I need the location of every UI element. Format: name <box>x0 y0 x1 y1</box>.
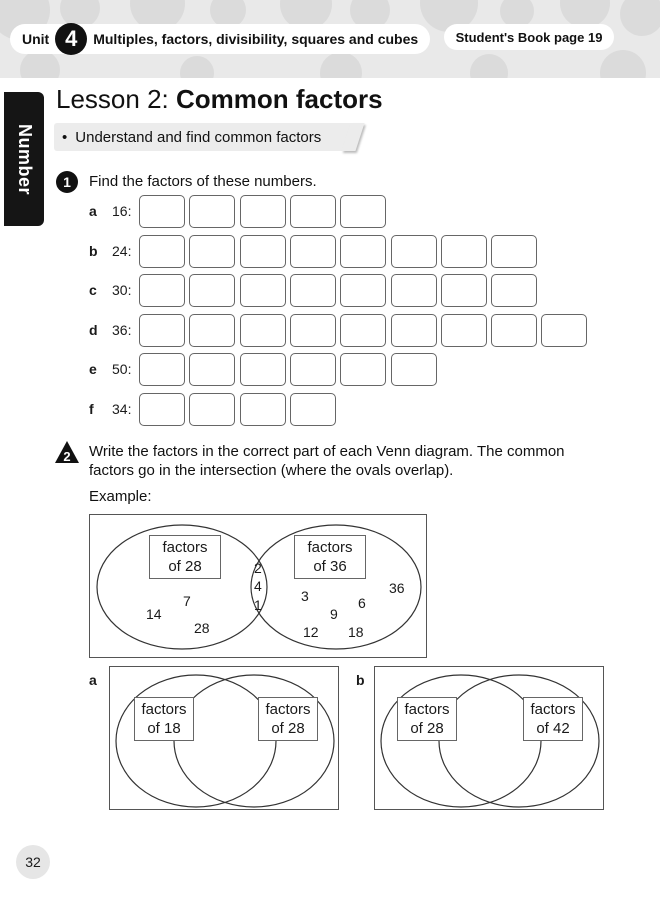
unit-label: Unit <box>22 31 50 47</box>
learning-objective <box>54 123 354 151</box>
row-number: 24: <box>112 242 132 259</box>
factor-answer-box[interactable] <box>290 235 336 268</box>
factor-answer-box[interactable] <box>139 314 185 347</box>
factor-answer-box[interactable] <box>340 195 386 228</box>
factor-answer-box[interactable] <box>391 314 437 347</box>
right-set-label-line1: factors <box>307 539 353 556</box>
left-set-label-line1: factors <box>404 701 450 718</box>
factor-answer-box[interactable] <box>391 274 437 307</box>
left-set-label <box>149 535 221 579</box>
row-letter: c <box>89 282 97 298</box>
right-set-label-line2: of 28 <box>271 720 305 737</box>
venn-diagram-b[interactable] <box>374 666 604 810</box>
right-set-label <box>294 535 366 579</box>
example-venn-diagram <box>89 514 427 658</box>
bullet-icon: • <box>62 128 68 146</box>
question-2-text-line1: Write the factors in the correct part of each Venn diagram. The common <box>89 443 565 460</box>
factor-answer-box[interactable] <box>139 393 185 426</box>
unit-banner <box>10 24 430 54</box>
question-2-triangle-icon <box>54 440 80 464</box>
factor-answer-box[interactable] <box>391 353 437 386</box>
left-set-label <box>397 697 457 741</box>
question-1-number: 1 <box>56 171 78 193</box>
right-set-label <box>523 697 583 741</box>
right-only-value: 36 <box>389 580 405 596</box>
factor-answer-box[interactable] <box>290 393 336 426</box>
factor-answer-box[interactable] <box>441 314 487 347</box>
left-set-label-line2: of 18 <box>147 720 181 737</box>
factor-answer-box[interactable] <box>139 274 185 307</box>
left-only-value: 7 <box>183 593 191 609</box>
factor-answer-box[interactable] <box>340 235 386 268</box>
factor-answer-box[interactable] <box>189 274 235 307</box>
example-label: Example: <box>89 488 152 505</box>
factor-answer-box[interactable] <box>290 353 336 386</box>
factor-answer-box[interactable] <box>189 393 235 426</box>
lesson-name: Common factors <box>175 84 383 114</box>
lesson-title <box>56 84 383 115</box>
question-1-text: Find the factors of these numbers. <box>89 173 317 190</box>
strand-side-tab <box>4 92 44 226</box>
row-number: 30: <box>112 282 132 298</box>
lesson-prefix: Lesson 2: <box>56 84 176 114</box>
part-a-letter: a <box>89 672 97 688</box>
left-set-label-line2: of 28 <box>410 720 444 737</box>
students-book-reference: Student's Book page 19 <box>444 24 614 50</box>
factor-answer-box[interactable] <box>139 195 185 228</box>
factor-answer-box[interactable] <box>240 393 286 426</box>
factor-answer-box[interactable] <box>189 314 235 347</box>
question-2-number: 2 <box>63 449 71 464</box>
factor-answer-box[interactable] <box>290 274 336 307</box>
factor-answer-box[interactable] <box>240 314 286 347</box>
factor-answer-box[interactable] <box>189 235 235 268</box>
factor-answer-box[interactable] <box>340 314 386 347</box>
common-value: 2 <box>254 560 262 576</box>
factor-answer-box[interactable] <box>290 195 336 228</box>
row-letter: a <box>89 203 97 219</box>
factor-answer-box[interactable] <box>541 314 587 347</box>
common-value: 1 <box>254 597 262 613</box>
left-only-value: 28 <box>194 620 210 636</box>
row-letter: d <box>89 321 98 338</box>
factor-answer-box[interactable] <box>240 235 286 268</box>
factor-answer-box[interactable] <box>340 353 386 386</box>
right-only-value: 3 <box>301 588 309 604</box>
row-number: 16: <box>112 203 132 219</box>
unit-number-badge: 4 <box>55 23 87 55</box>
left-set-label <box>134 697 194 741</box>
part-b-letter: b <box>356 672 365 688</box>
factor-answer-box[interactable] <box>441 235 487 268</box>
factor-answer-box[interactable] <box>290 314 336 347</box>
factor-answer-box[interactable] <box>240 274 286 307</box>
page-number: 32 <box>16 845 50 879</box>
factor-answer-box[interactable] <box>391 235 437 268</box>
left-set-label-line1: factors <box>141 701 187 718</box>
factor-answer-box[interactable] <box>139 235 185 268</box>
question-2-text-line2: factors go in the intersection (where the ovals overlap). <box>89 462 454 479</box>
strand-label: Number <box>14 123 35 195</box>
factor-answer-box[interactable] <box>491 235 537 268</box>
right-only-value: 9 <box>330 606 338 622</box>
right-set-label-line1: factors <box>265 701 311 718</box>
factor-answer-box[interactable] <box>189 195 235 228</box>
right-set-label-line2: of 42 <box>536 720 570 737</box>
row-letter: e <box>89 361 97 377</box>
right-set-label <box>258 697 318 741</box>
right-only-value: 12 <box>303 624 319 640</box>
factor-answer-box[interactable] <box>340 274 386 307</box>
factor-answer-box[interactable] <box>139 353 185 386</box>
factor-answer-box[interactable] <box>441 274 487 307</box>
left-set-label-line1: factors <box>162 539 208 556</box>
left-set-label-line2: of 28 <box>168 558 202 575</box>
right-set-label-line2: of 36 <box>313 558 347 575</box>
right-only-value: 18 <box>348 624 364 640</box>
row-number: 34: <box>112 400 132 417</box>
row-letter: f <box>89 400 94 417</box>
factor-answer-box[interactable] <box>240 353 286 386</box>
factor-answer-box[interactable] <box>240 195 286 228</box>
row-letter: b <box>89 242 98 259</box>
right-only-value: 6 <box>358 595 366 611</box>
venn-diagram-a[interactable] <box>109 666 339 810</box>
factor-answer-box[interactable] <box>189 353 235 386</box>
right-set-label-line1: factors <box>530 701 576 718</box>
factor-answer-box[interactable] <box>491 314 537 347</box>
unit-title: Multiples, factors, divisibility, squares and cubes <box>93 31 419 47</box>
objective-text: Understand and find common factors <box>75 128 322 146</box>
row-number: 36: <box>112 321 132 338</box>
common-value: 4 <box>254 578 262 594</box>
row-number: 50: <box>112 361 132 377</box>
factor-answer-box[interactable] <box>491 274 537 307</box>
left-only-value: 14 <box>146 606 162 622</box>
